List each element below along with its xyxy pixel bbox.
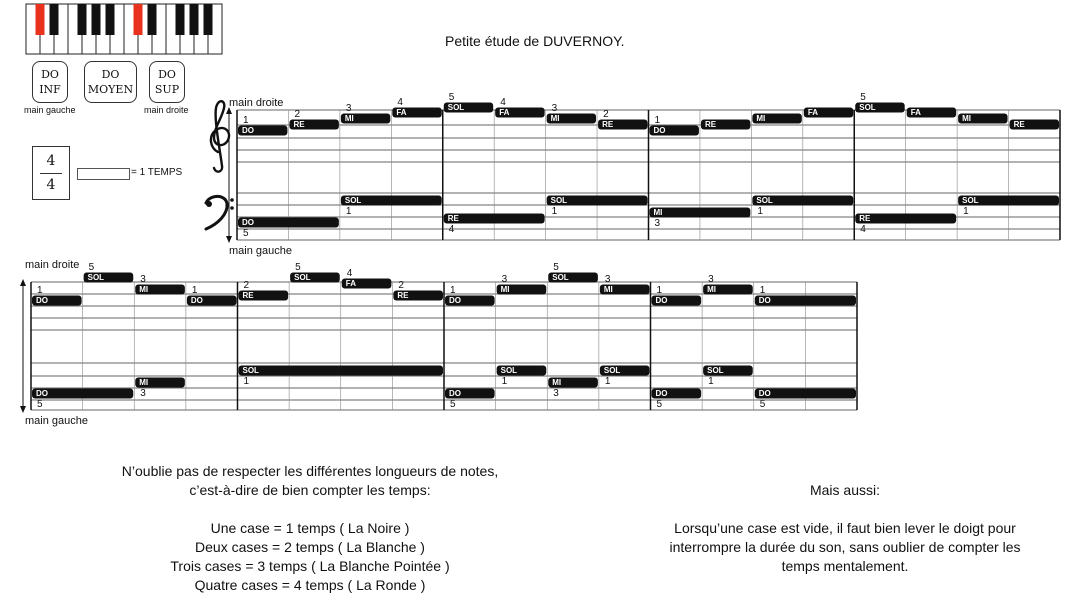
note-mi: [135, 274, 185, 295]
instruction-line: Mais aussi:: [809, 482, 881, 498]
note-do: [445, 285, 495, 306]
note-label: MI: [550, 114, 560, 123]
black-key: [190, 4, 199, 35]
bass-clef-icon: [206, 196, 234, 229]
note-label: MI: [139, 378, 149, 387]
note-mi: [341, 103, 390, 124]
note-do: [187, 285, 237, 306]
instruction-line: temps mentalement.: [781, 558, 909, 574]
note-label: DO: [655, 389, 668, 398]
note-do: [652, 389, 702, 411]
note-label: FA: [807, 108, 819, 117]
note-sol: [290, 262, 340, 283]
note-label: DO: [36, 296, 48, 305]
note-label: DO: [653, 126, 666, 135]
black-key: [36, 4, 45, 35]
score-staffs: [20, 92, 1060, 413]
do-sup-label-2: SUP: [154, 83, 180, 96]
black-key: [134, 4, 143, 35]
time-signature: [32, 146, 70, 200]
note-label: MI: [707, 285, 717, 294]
instruction-line: Quatre cases = 4 temps ( La Ronde ): [194, 577, 426, 593]
note-label: SOL: [294, 273, 311, 282]
note-label: RE: [602, 120, 614, 129]
row1-left-hand-label: main gauche: [229, 245, 292, 257]
note-label: MI: [962, 114, 972, 123]
note-label: SOL: [756, 196, 773, 205]
do-inf-label-2: INF: [39, 83, 61, 96]
time-signature-bar: [40, 173, 62, 174]
note-fa: [495, 97, 544, 118]
do-sup-button[interactable]: [149, 61, 185, 103]
note-label: RE: [397, 291, 409, 300]
note-sol: [84, 262, 134, 283]
finger-number: 4: [500, 97, 506, 108]
note-label: FA: [396, 108, 407, 117]
finger-number: 3: [604, 274, 611, 285]
finger-number: 1: [37, 285, 43, 296]
note-mi: [547, 103, 596, 124]
note-label: SOL: [447, 103, 465, 112]
instruction-line: c’est-à-dire de bien compter les temps:: [189, 482, 431, 498]
note-sol: [548, 262, 598, 283]
finger-number: 5: [860, 92, 866, 103]
finger-number: 4: [448, 224, 455, 235]
note-label: SOL: [344, 196, 362, 205]
instructions-right: [620, 481, 1070, 576]
row2-right-hand-label: main droite: [25, 259, 80, 271]
note-fa: [392, 97, 441, 118]
finger-number: 3: [551, 103, 558, 114]
finger-number: 1: [708, 376, 714, 387]
instruction-line: Lorsqu’une case est vide, il faut bien lever le doigt pour: [674, 520, 1016, 536]
arrow-down-icon: [226, 236, 232, 243]
finger-number: 3: [140, 388, 146, 399]
note-label: MI: [139, 285, 149, 294]
note-label: SOL: [500, 366, 518, 375]
instruction-line: interrompre la durée du son, sans oublier de compter les: [669, 539, 1021, 555]
finger-number: 2: [243, 280, 250, 291]
note-label: RE: [1013, 120, 1025, 129]
note-label: DO: [242, 218, 254, 227]
note-fa: [342, 268, 392, 289]
finger-number: 5: [448, 92, 455, 103]
note-do: [652, 285, 702, 306]
note-label: MI: [344, 114, 354, 123]
finger-number: 1: [345, 206, 352, 217]
legend-text: = 1 TEMPS: [131, 167, 183, 178]
note-label: SOL: [603, 366, 621, 375]
note-label: FA: [499, 108, 510, 117]
finger-number: 1: [450, 285, 456, 296]
arrow-up-icon: [20, 279, 26, 286]
note-do: [32, 285, 82, 306]
note-label: DO: [242, 126, 254, 135]
finger-number: 1: [963, 206, 969, 217]
note-do: [445, 389, 495, 411]
finger-number: 3: [708, 274, 714, 285]
score-row-2: [20, 262, 857, 413]
note-label: DO: [449, 296, 461, 305]
note-label: RE: [704, 120, 717, 129]
finger-number: 5: [295, 262, 301, 273]
piano-keyboard-icon: [26, 4, 222, 54]
instruction-line: Une case = 1 temps ( La Noire ): [210, 520, 410, 536]
black-key: [92, 4, 101, 35]
note-label: DO: [758, 389, 771, 398]
do-inf-caption: main gauche: [24, 105, 76, 115]
note-label: FA: [910, 108, 921, 117]
black-key: [106, 4, 115, 35]
row2-left-hand-label: main gauche: [25, 415, 88, 427]
note-label: SOL: [552, 273, 569, 282]
finger-number: 5: [243, 228, 249, 239]
note-sol: [855, 92, 904, 113]
finger-number: 5: [759, 399, 766, 410]
finger-number: 4: [860, 224, 866, 235]
note-re: [289, 109, 338, 130]
arrow-down-icon: [20, 406, 26, 413]
note-label: FA: [345, 279, 356, 288]
note-label: DO: [655, 296, 668, 305]
do-inf-button[interactable]: [32, 61, 68, 103]
black-key: [204, 4, 213, 35]
do-moyen-label-1: DO: [101, 68, 120, 81]
note-mi: [600, 274, 650, 295]
black-key: [148, 4, 157, 35]
finger-number: 5: [37, 399, 43, 410]
note-label: SOL: [962, 196, 979, 205]
finger-number: 3: [654, 218, 661, 229]
finger-number: 4: [397, 97, 403, 108]
instruction-line: N’oublie pas de respecter les différentes longueurs de notes,: [121, 463, 499, 479]
finger-number: 1: [654, 115, 661, 126]
note-fa: [907, 108, 956, 118]
instruction-spacer: [60, 500, 560, 519]
finger-number: 2: [398, 280, 404, 291]
note-label: MI: [552, 378, 562, 387]
finger-number: 1: [501, 376, 508, 387]
note-label: RE: [447, 214, 459, 223]
do-sup-caption: main droite: [144, 105, 189, 115]
finger-number: 1: [604, 376, 611, 387]
do-inf-label-1: DO: [41, 68, 59, 81]
note-fa: [804, 108, 853, 118]
finger-number: 1: [243, 115, 249, 126]
finger-number: 3: [553, 388, 559, 399]
note-bar: [650, 208, 751, 218]
note-label: MI: [653, 208, 663, 217]
black-key: [50, 4, 59, 35]
note-re: [598, 109, 647, 130]
note-label: RE: [293, 120, 305, 129]
instructions-left: [60, 462, 560, 595]
finger-number: 3: [501, 274, 508, 285]
finger-number: 5: [88, 262, 95, 273]
note-mi: [958, 114, 1007, 124]
treble-clef-icon: [211, 101, 229, 171]
note-label: DO: [758, 296, 771, 305]
finger-number: 5: [450, 399, 456, 410]
finger-number: 1: [759, 285, 766, 296]
do-moyen-label-2: MOYEN: [87, 83, 134, 96]
note-mi: [703, 274, 753, 295]
row1-right-hand-label: main droite: [229, 97, 284, 109]
note-bar: [239, 366, 444, 376]
note-bar: [855, 214, 956, 224]
note-label: SOL: [242, 366, 259, 375]
finger-number: 4: [346, 268, 353, 279]
finger-number: 5: [656, 399, 663, 410]
black-key: [78, 4, 87, 35]
note-label: RE: [859, 214, 871, 223]
finger-number: 3: [345, 103, 352, 114]
time-signature-denominator: 4: [46, 177, 56, 193]
note-label: SOL: [707, 366, 724, 375]
note-label: MI: [500, 285, 510, 294]
note-label: DO: [36, 389, 48, 398]
note-re: [1010, 120, 1059, 130]
note-label: RE: [242, 291, 254, 300]
time-signature-numerator: 4: [46, 153, 56, 169]
note-re: [393, 280, 443, 301]
finger-number: 3: [140, 274, 146, 285]
do-moyen-button[interactable]: [84, 61, 137, 103]
note-mi: [752, 114, 801, 124]
note-label: DO: [449, 389, 461, 398]
finger-number: 5: [553, 262, 559, 273]
page-title: Petite étude de DUVERNOY.: [445, 33, 625, 49]
finger-number: 1: [191, 285, 198, 296]
note-label: SOL: [550, 196, 568, 205]
legend-cell: [77, 168, 130, 180]
note-label: SOL: [859, 103, 876, 112]
finger-number: 2: [294, 109, 300, 120]
do-sup-label-1: DO: [158, 68, 176, 81]
finger-number: 1: [656, 285, 663, 296]
note-re: [701, 120, 750, 130]
note-label: MI: [603, 285, 613, 294]
note-sol: [444, 92, 493, 113]
finger-number: 1: [243, 376, 250, 387]
note-mi: [497, 274, 547, 295]
black-key: [176, 4, 185, 35]
finger-number: 1: [757, 206, 763, 217]
instruction-line: Trois cases = 3 temps ( La Blanche Pointée ): [170, 558, 450, 574]
instruction-line: Deux cases = 2 temps ( La Blanche ): [195, 539, 425, 555]
note-label: MI: [756, 114, 766, 123]
note-bar: [444, 214, 545, 224]
note-re: [239, 280, 289, 301]
note-label: DO: [190, 296, 203, 305]
finger-number: 2: [603, 109, 609, 120]
note-label: SOL: [87, 273, 105, 282]
instruction-spacer: [620, 500, 1070, 519]
finger-number: 1: [551, 206, 558, 217]
score-row-1: [226, 92, 1060, 243]
